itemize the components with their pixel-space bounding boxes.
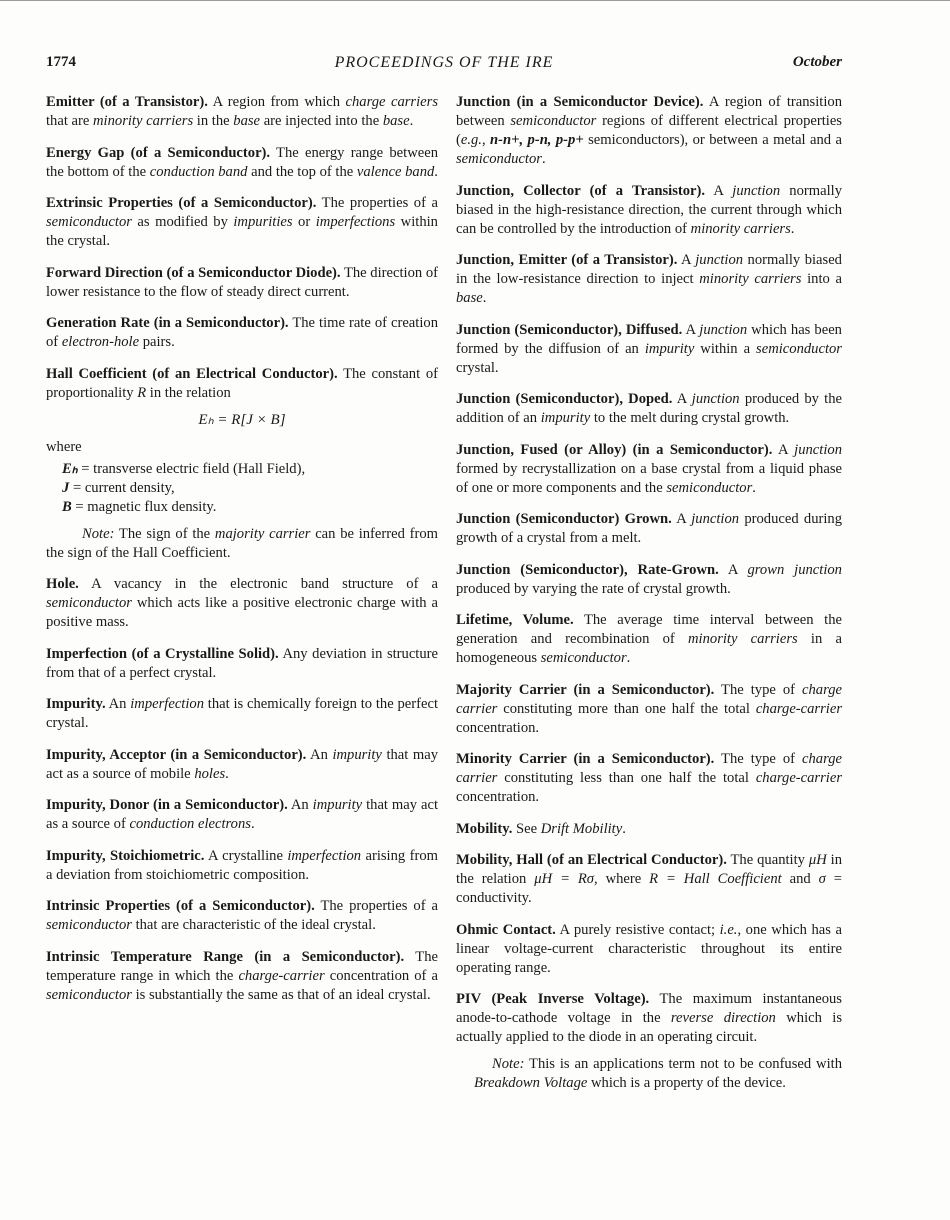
left-column <box>46 93 438 1017</box>
entry-generation-rate: Generation Rate (in a Semiconductor). The time rate of creation of electron-hole pairs. <box>46 315 438 350</box>
right-column <box>456 93 842 1093</box>
entry-impurity-acceptor: Impurity, Acceptor (in a Semiconductor). An impurity that may act as a source of mobile holes. <box>46 746 439 782</box>
entry-junction-collector: Junction, Collector (of a Transistor). A junction normally biased in the high-resistance direction, the current through which can be controlled by the introduction of minority carriers. <box>456 182 842 237</box>
entry-impurity-stoichiometric: Impurity, Stoichiometric. A crystalline imperfection arising from a deviation from stoichiometric composition. <box>46 847 438 883</box>
entry-piv <box>456 990 842 1093</box>
top-rule <box>0 0 950 1</box>
entry-intrinsic-temperature-range: Intrinsic Temperature Range (in a Semiconductor). The temperature range in which the charge-carrier concentration of a semiconductor is substantially the same as that of an ideal crystal. <box>46 948 438 1003</box>
entry-imperfection: Imperfection (of a Crystalline Solid). Any deviation in structure from that of a perfect crystal. <box>46 645 438 681</box>
page-header <box>46 54 842 76</box>
entry-impurity-donor: Impurity, Donor (in a Semiconductor). An impurity that may act as a source of conduction electrons. <box>46 797 439 832</box>
definition-j: J = current density, <box>62 479 175 496</box>
entry-hole: Hole. A vacancy in the electronic band structure of a semiconductor which acts like a positive electronic charge with a positive mass. <box>46 576 438 630</box>
hall-definition: Hall Coefficient (of an Electrical Conductor). The constant of proportionality R in the relation <box>46 365 438 401</box>
entry-junction: Junction (in a Semiconductor Device). A region of transition between semiconductor regions of different electrical properties (e.g., n-n+, p-n, p-p+ semiconductors), or between a metal and a semiconductor. <box>456 94 843 167</box>
entry-junction-emitter: Junction, Emitter (of a Transistor). A junction normally biased in the low-resistance direction to inject minority carriers into a base. <box>456 252 842 306</box>
entry-forward-direction: Forward Direction (of a Semiconductor Diode). The direction of lower resistance to the flow of steady direct current. <box>46 264 438 300</box>
page-number: 1774 <box>46 54 76 70</box>
entry-ohmic-contact: Ohmic Contact. A purely resistive contact; i.e., one which has a linear voltage-current characteristic throughout its entire operating range. <box>456 921 842 976</box>
entry-impurity: Impurity. An imperfection that is chemically foreign to the perfect crystal. <box>46 696 438 731</box>
hall-equation: Eₕ = R[J × B] <box>198 411 286 428</box>
entry-junction-fused: Junction, Fused (or Alloy) (in a Semiconductor). A junction formed by recrystallization on a base crystal from a liquid phase of one or more components and the semiconductor. <box>456 441 842 496</box>
definition-b: B = magnetic flux density. <box>62 498 217 515</box>
entry-extrinsic-properties: Extrinsic Properties (of a Semiconductor). The properties of a semiconductor as modified by impurities or imperfections within the crystal. <box>46 195 438 249</box>
entry-majority-carrier: Majority Carrier (in a Semiconductor). The type of charge carrier constituting more than one half the total charge-carrier concentration. <box>456 681 842 736</box>
entry-mobility-hall: Mobility, Hall (of an Electrical Conductor). The quantity μH in the relation μH = Rσ, where R = Hall Coefficient and σ = conductivity. <box>456 852 843 906</box>
entry-lifetime-volume: Lifetime, Volume. The average time interval between the generation and recombination of minority carriers in a homogeneous semiconductor. <box>456 612 842 666</box>
entry-minority-carrier: Minority Carrier (in a Semiconductor). The type of charge carrier constituting less than one half the total charge-carrier concentration. <box>456 751 842 805</box>
symbol-definitions <box>62 460 438 517</box>
entry-intrinsic-properties: Intrinsic Properties (of a Semiconductor). The properties of a semiconductor that are characteristic of the ideal crystal. <box>46 898 438 933</box>
entry-emitter: Emitter (of a Transistor). A region from which charge carriers that are minority carriers in the base are injected into the base. <box>46 94 438 129</box>
piv-note: Note: This is an applications term not to be confused with Breakdown Voltage which is a property of the device. <box>474 1056 842 1091</box>
where-label: where <box>46 438 82 455</box>
piv-definition: PIV (Peak Inverse Voltage). The maximum instantaneous anode-to-cathode voltage in the reverse direction which is actually applied to the diode in an operating circuit. <box>456 991 843 1045</box>
entry-junction-doped: Junction (Semiconductor), Doped. A junction produced by the addition of an impurity to the melt during crystal growth. <box>456 391 842 426</box>
entry-energy-gap: Energy Gap (of a Semiconductor). The energy range between the bottom of the conduction band and the top of the valence band. <box>46 144 438 180</box>
entry-junction-rate-grown: Junction (Semiconductor), Rate-Grown. A grown junction produced by varying the rate of crystal growth. <box>456 561 842 597</box>
entry-hall-coefficient <box>46 365 438 563</box>
journal-title: PROCEEDINGS OF THE IRE <box>334 54 554 71</box>
entry-junction-grown: Junction (Semiconductor) Grown. A junction produced during growth of a crystal from a melt. <box>456 511 842 546</box>
entry-junction-diffused: Junction (Semiconductor), Diffused. A junction which has been formed by the diffusion of an impurity within a semiconductor crystal. <box>456 321 842 376</box>
entry-mobility: Mobility. See Drift Mobility. <box>456 820 626 837</box>
definition-eh: Eₕ = transverse electric field (Hall Field), <box>62 460 306 477</box>
issue-month: October <box>792 54 842 70</box>
hall-note: Note: The sign of the majority carrier can be inferred from the sign of the Hall Coefficient. <box>46 525 439 561</box>
